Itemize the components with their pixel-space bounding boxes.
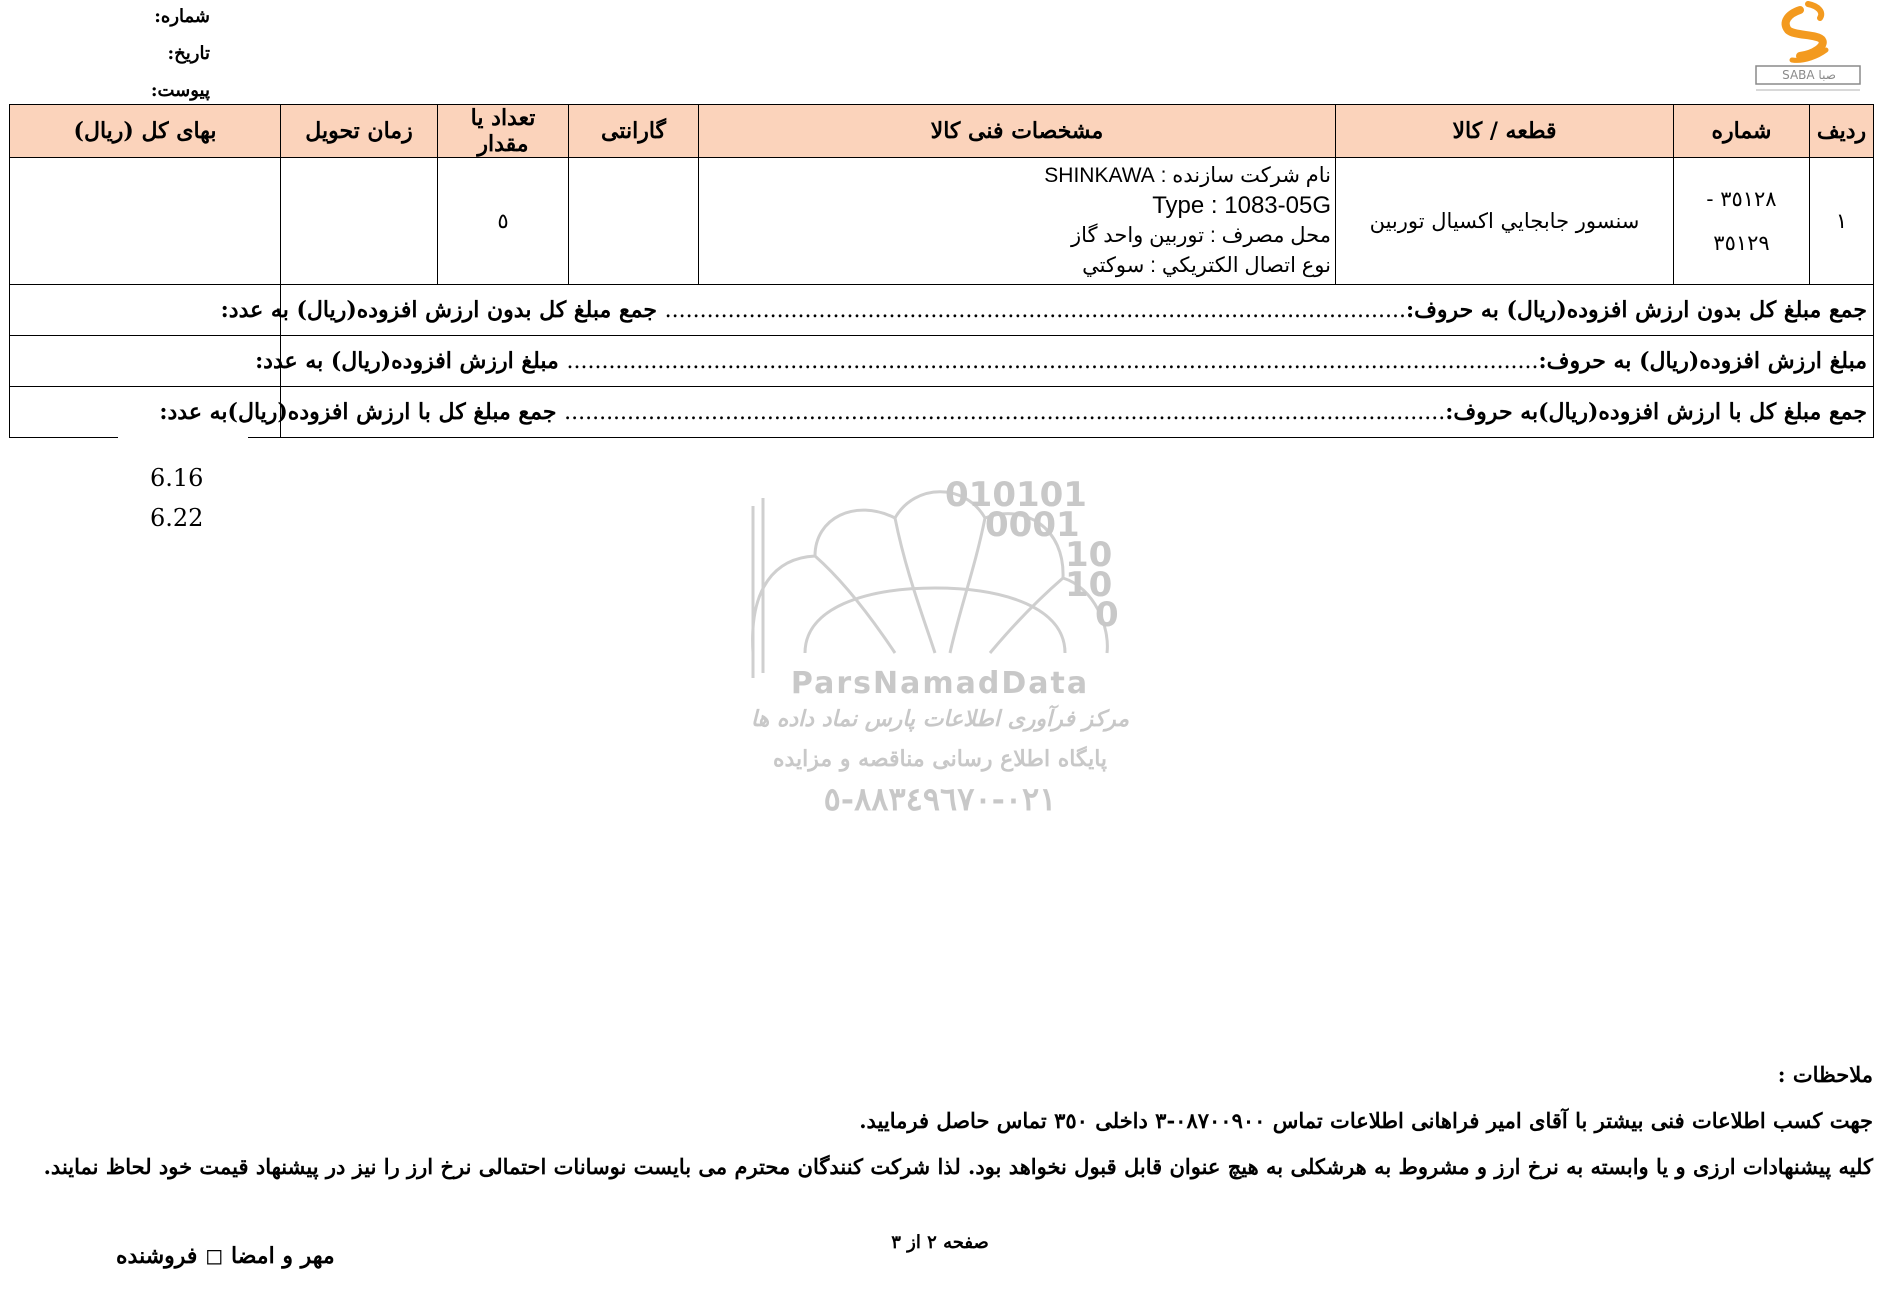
col-warranty: گارانتی <box>569 105 699 158</box>
total-excl-vat-cell <box>220 285 1874 336</box>
col-number: شماره <box>1674 105 1810 158</box>
total-incl-vat-dots: .............................................................................................................................. <box>564 400 1446 425</box>
row-index: ١ <box>1810 158 1874 285</box>
watermark-phone: ٠٢١-٨٨٣٤٩٦٧٠-٥ <box>823 780 1057 818</box>
row-total-price <box>10 158 281 285</box>
spec-type: Type : 1083-05G <box>1152 192 1331 219</box>
watermark-binary-line: 010101 <box>945 475 1087 515</box>
watermark-binary <box>945 475 1135 635</box>
watermark <box>745 475 1135 823</box>
side-number: 6.22 <box>150 504 204 532</box>
vat-dots: ........................................................................................................................................... <box>566 349 1539 374</box>
total-row-vat <box>10 336 1874 387</box>
row-part-number <box>1674 158 1810 285</box>
col-row: ردیف <box>1810 105 1874 158</box>
vat-words-label: مبلغ ارزش افزوده(ريال) به حروف: <box>1538 348 1867 374</box>
part-number-line1: ٣٥١٢٨ - <box>1706 187 1777 211</box>
notes-line: كليه پيشنهادات ارزی و يا وابسته به نرخ ارز و مشروط به هرشكلی به هيچ عنوان قابل قبول نخواهد بود. لذا شركت كنندگان محترم می بايست نوسانات احتمالی نرخ ارز را نيز در پيشنهاد قيمت خود لحاظ نمايند. <box>43 1154 1873 1179</box>
date-label: تاریخ: <box>167 43 210 64</box>
row-delivery <box>281 158 438 285</box>
total-row-incl-vat <box>10 387 1874 438</box>
total-incl-vat-words-label: جمع مبلغ كل با ارزش افزوده(ريال)به حروف: <box>1445 399 1867 425</box>
watermark-binary-line: 10 <box>1065 565 1113 605</box>
total-excl-vat-words-label: جمع مبلغ كل بدون ارزش افزوده(ريال) به حروف: <box>1405 297 1867 323</box>
row-warranty <box>569 158 699 285</box>
header-fields <box>120 4 210 104</box>
vat-digits-label: مبلغ ارزش افزوده(ريال) به عدد: <box>255 348 559 374</box>
table-header-row <box>10 105 1874 158</box>
items-table <box>9 104 1874 438</box>
notes-line: جهت كسب اطلاعات فنی بيشتر با آقای امير فراهانی اطلاعات تماس ٠٨٧٠٠٩٠٠-٣ داخلی ٣٥٠ تماس حاصل فرماييد. <box>859 1108 1873 1133</box>
spec-manufacturer: نام شرکت سازنده : SHINKAWA <box>1044 164 1331 187</box>
total-incl-vat-cell <box>159 387 1874 438</box>
total-incl-vat-digits-label: جمع مبلغ كل با ارزش افزوده(ريال)به عدد: <box>159 399 557 425</box>
watermark-binary-line: 10 <box>1065 535 1113 575</box>
row-spec <box>699 158 1336 285</box>
side-numbers <box>150 458 203 538</box>
vat-value <box>10 336 281 387</box>
attachment-label: پیوست: <box>150 80 210 101</box>
saba-logo <box>1748 0 1868 100</box>
notes-title: ملاحظات : <box>1777 1062 1873 1087</box>
side-number: 6.16 <box>150 464 204 492</box>
col-quantity: تعداد یا مقدار <box>438 105 569 158</box>
logo-text: SABA صبا <box>1782 68 1836 82</box>
row-quantity: ٥ <box>438 158 569 285</box>
watermark-tagline1: مرکز فرآوری اطلاعات پارس نماد داده ها <box>750 706 1130 732</box>
saba-logo-icon <box>1748 0 1868 100</box>
watermark-binary-line: 0 <box>1095 595 1119 635</box>
table-row <box>10 158 1874 285</box>
seller-signature-label: مهر و امضا ◻ فروشنده <box>116 1243 335 1269</box>
watermark-binary-line: 0001 <box>985 505 1080 545</box>
spec-connection: نوع اتصال الكتريكي : سوكتي <box>1082 254 1331 277</box>
watermark-brand: ParsNamadData <box>790 666 1090 701</box>
table-bottom-gap <box>118 436 248 442</box>
col-total-price: بهای کل (ریال) <box>10 105 281 158</box>
spec-usage: محل مصرف : توربين واحد گاز <box>1070 224 1331 247</box>
row-item-name: سنسور جابجايي اكسيال توربين <box>1336 158 1674 285</box>
col-delivery: زمان تحویل <box>281 105 438 158</box>
notes-section <box>43 1052 1873 1190</box>
total-excl-vat-digits-label: جمع مبلغ كل بدون ارزش افزوده(ريال) به عدد: <box>220 297 657 323</box>
part-number-line2: ٣٥١٢٩ <box>1713 231 1770 255</box>
number-label: شماره: <box>154 6 210 27</box>
page-number: صفحه ٢ از ٣ <box>891 1232 989 1253</box>
watermark-tagline2: پایگاه اطلاع رسانی مناقصه و مزایده <box>772 746 1108 772</box>
col-spec: مشخصات فنی کالا <box>699 105 1336 158</box>
col-item: قطعه / کالا <box>1336 105 1674 158</box>
vat-cell <box>255 336 1874 387</box>
total-excl-vat-dots: .......................................................................................................... <box>664 298 1406 323</box>
total-row-excl-vat <box>10 285 1874 336</box>
